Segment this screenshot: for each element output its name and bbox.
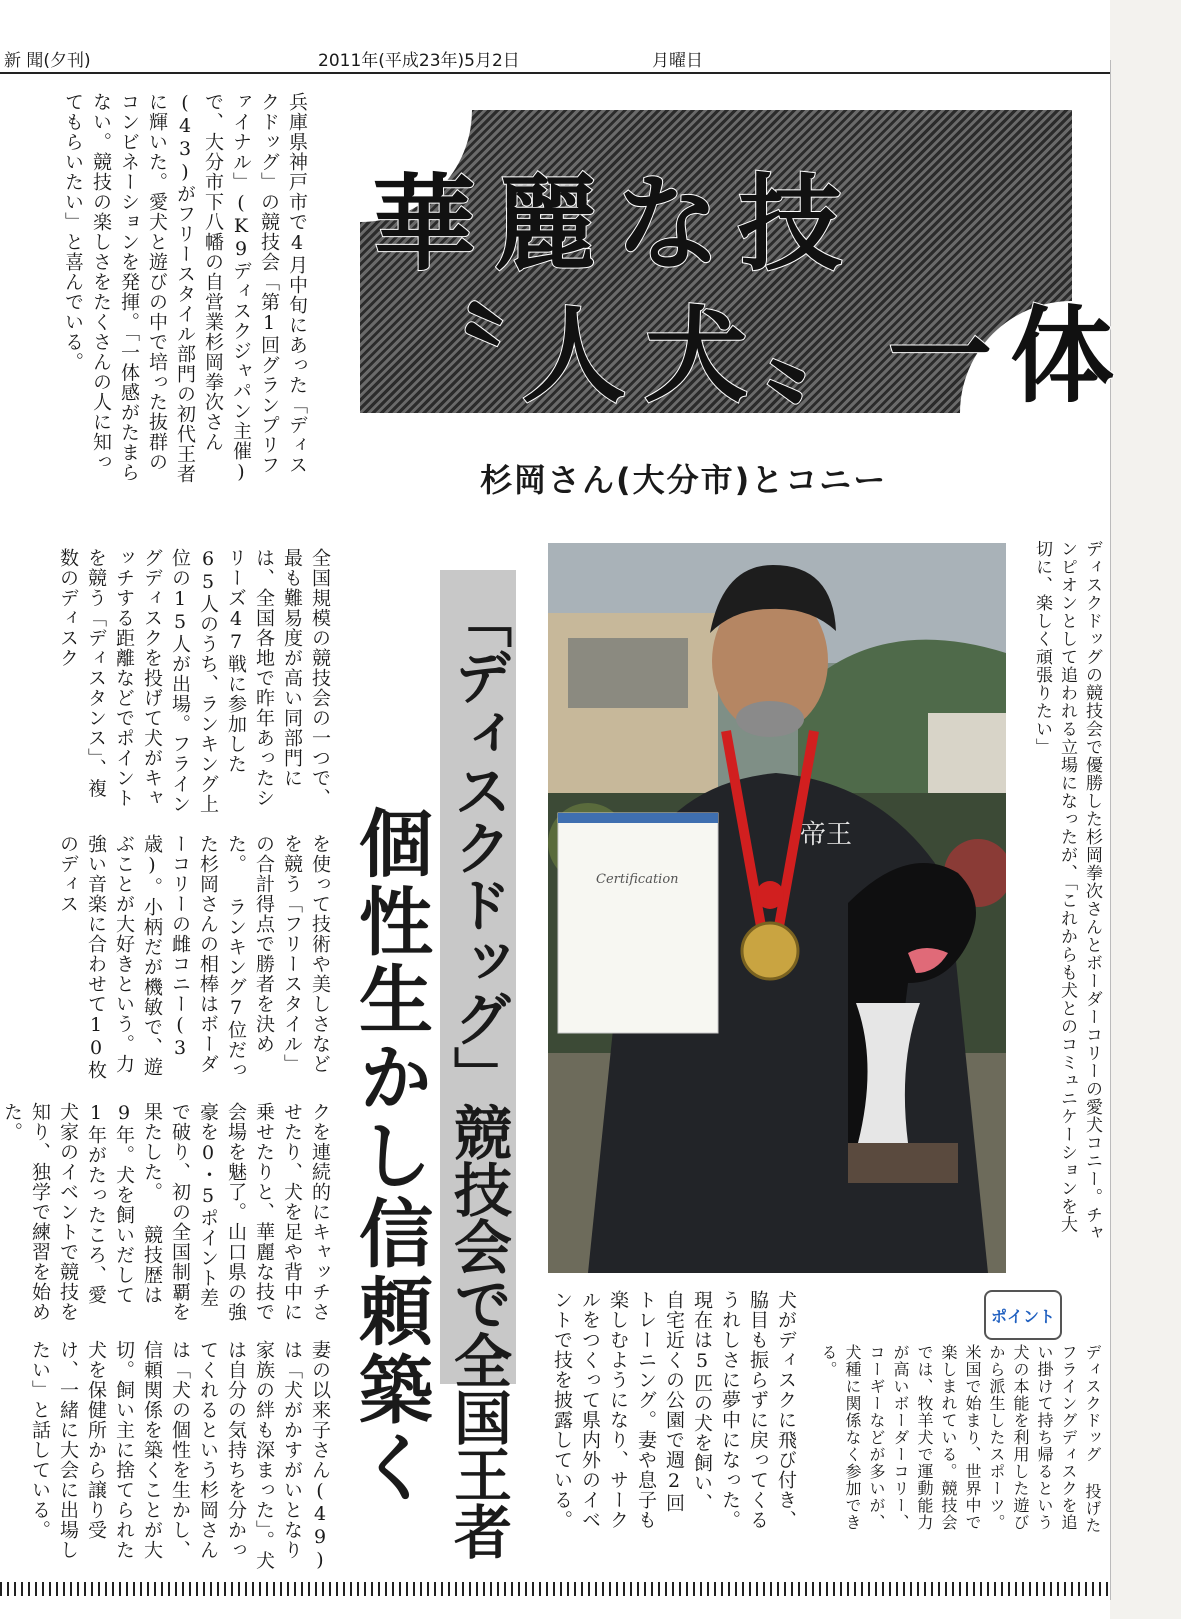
photo-illustration xyxy=(548,543,1006,1273)
explainer-text: ディスクドッグ 投げたフライングディスクを追い掛けて持ち帰るという犬の本能を利用した遊びから派生したスポーツ。米国で始まり、世界中で楽しまれている。競技会では、牧羊犬で運動能力が高いボーダーコリー、コーギーなどが多いが、犬種に関係なく参加できる。 xyxy=(819,1344,1102,1534)
issue-weekday: 月曜日 xyxy=(652,51,703,71)
body-column-4: 妻の以来子さん(49)は「犬がかすがいとなり家族の絆も深まった」。犬は自分の気持ちを分かってくれるという杉岡さんは「犬の個性を生かし、信頼関係を築くことが大切。飼い主に捨てられた犬を保健所から譲り受け、一緒に大会に出場したい」と話している。 xyxy=(29,1340,331,1572)
newspaper-name: 新 聞(夕刊) xyxy=(4,51,91,71)
body-column-1: 全国規模の競技会の一つで、最も難易度が高い同部門には、全国各地で昨年あったシリーズ47戦に参加した65人のうち、ランキング上位の15人が出場。フライングディスクを投げて犬がキャッチする距離などでポイントを競う「ディスタンス」、複数のディスク xyxy=(57,548,331,814)
headline-line1: 華麗な技 xyxy=(372,163,861,285)
headline-line2: 〝人犬〟一体 xyxy=(400,295,1133,417)
body-column-5: 犬がディスクに飛び付き、脇目も振らずに戻ってくるうれしさに夢中になった。現在は5匹の犬を飼い、自宅近くの公園で週2回トレーニング。妻や息子も楽しむようになり、サークルをつくって県内外のイベントで技を披露している。 xyxy=(551,1290,797,1530)
kicker-headline: 「ディスクドッグ」競技会で全国王者 xyxy=(444,590,512,1559)
main-vertical-headline: 個性生かし信頼築く xyxy=(347,805,433,1507)
lead-paragraph: 兵庫県神戸市で4月中旬にあった「ディスクドッグ」の競技会「第1回グランプリファイナル」(K9ディスクジャパン主催)で、大分市下八幡の自営業杉岡拳次さん(43)がフリースタイル部門の初代王者に輝いた。愛犬と遊びの中で培った抜群のコンビネーションを発揮。「一体感がたまらない。競技の楽しさをたくさんの人に知ってもらいたい」と喜んでいる。 xyxy=(62,92,308,484)
page-edge xyxy=(1110,0,1181,1619)
issue-date: 2011年(平成23年)5月2日 xyxy=(318,51,520,71)
masthead xyxy=(0,38,1110,74)
point-badge: ポイント xyxy=(984,1290,1062,1340)
photo-caption: ディスクドッグの競技会で優勝した杉岡拳次さんとボーダーコリーの愛犬コニー。チャンピオンとして追われる立場になったが、「これからも犬とのコミュニケーションを大切に、楽しく頑張りたい」 xyxy=(1032,540,1102,1242)
svg-text:帝王: 帝王 xyxy=(800,820,853,850)
bottom-rule xyxy=(0,1582,1110,1596)
body-column-2: を使って技術や美しさなどを競う「フリースタイル」の合計得点で勝者を決めた。 ランキング7位だった杉岡さんの相棒はボーダーコリーの雌コニー(3歳)。小柄だが機敏で、遊ぶことが大好きという。力強い音楽に合わせて10枚のディス xyxy=(57,834,331,1080)
photo-man-and-dog xyxy=(548,543,1006,1273)
body-column-3: クを連続的にキャッチさせたり、犬を足や背中に乗せたりと、華麗な技で会場を魅了。山口県の強豪を0・5ポイント差で破り、初の全国制覇を果たした。 競技歴は9年。犬を飼いだして1年がたったころ、愛犬家のイベントで競技を知り、独学で練習を始めた。 xyxy=(1,1102,331,1322)
svg-text:Certification: Certification xyxy=(596,872,679,887)
subhead: 杉岡さん(大分市)とコニー xyxy=(480,461,888,499)
